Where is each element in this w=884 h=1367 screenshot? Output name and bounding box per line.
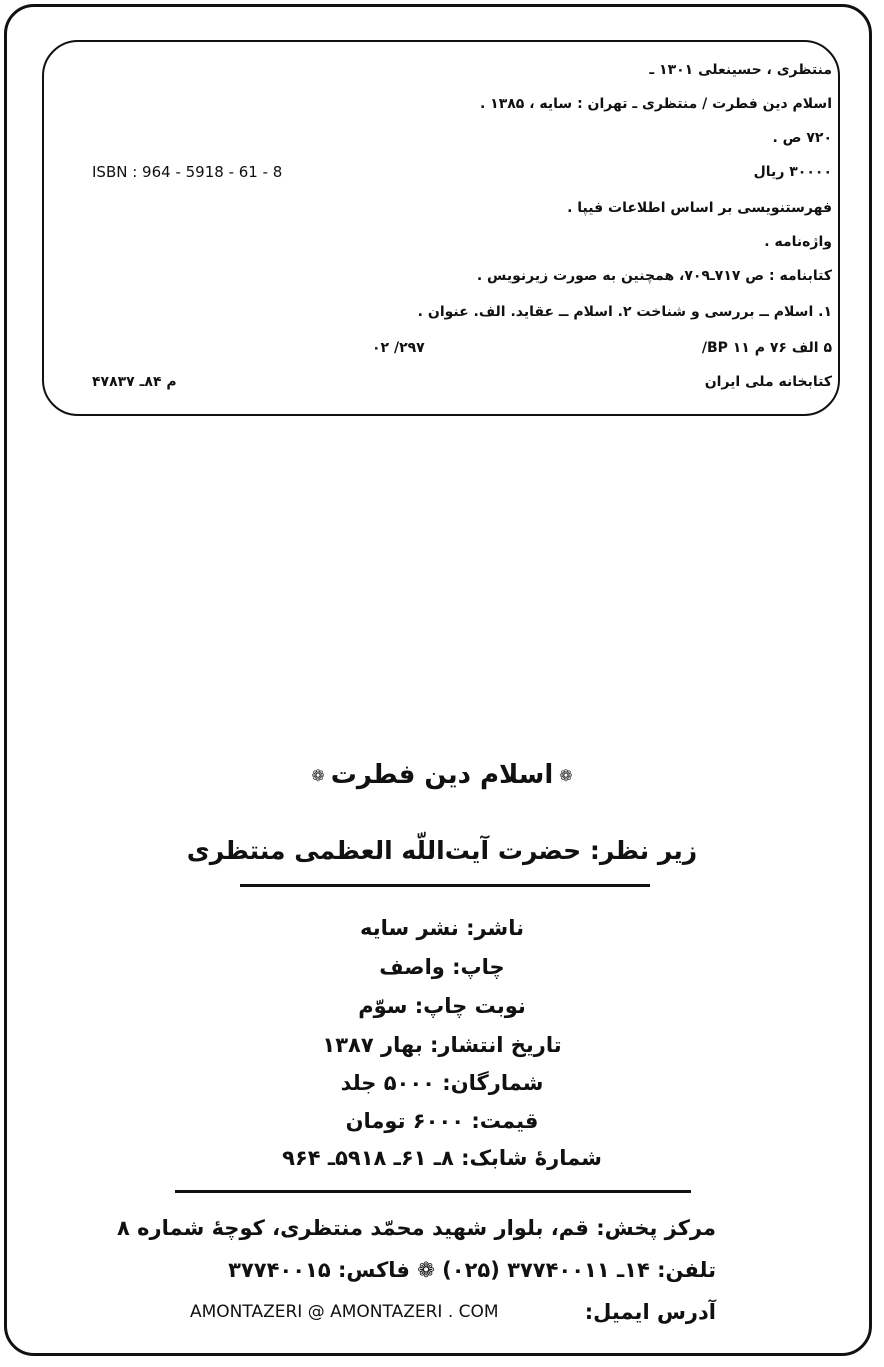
phone-fax: تلفن: ۱۴ـ ۳۷۷۴۰۰۱۱ (۰۲۵) ❁ فاکس: ۳۷۷۴۰۰۱۵ bbox=[228, 1258, 716, 1282]
cip-isbn: ISBN : 964 - 5918 - 61 - 8 bbox=[92, 163, 283, 181]
cip-title-line: اسلام دین فطرت / منتظری ـ تهران : سایه ، ۱۳۸۵ . bbox=[479, 96, 832, 112]
isbn: شمارهٔ شابک: ۸ـ ۶۱ـ ۵۹۱۸ـ ۹۶۴ bbox=[282, 1146, 602, 1170]
cip-glossary: واژه‌نامه . bbox=[764, 234, 832, 250]
book-title-text: اسلام دین فطرت bbox=[330, 760, 554, 790]
cip-dewey: ۲۹۷/ ۰۲ bbox=[372, 340, 425, 356]
supervisor: زیر نظر: حضرت آیت‌اللّه العظمی منتظری bbox=[186, 836, 698, 865]
publication-date: تاریخ انتشار: بهار ۱۳۸۷ bbox=[322, 1033, 562, 1057]
cip-library: کتابخانه ملی ایران bbox=[704, 374, 832, 390]
edition: نوبت چاپ: سوّم bbox=[358, 994, 526, 1018]
ornament-left-icon: ❁ bbox=[311, 766, 325, 785]
cip-library-number: م ۸۴ـ ۴۷۸۳۷ bbox=[92, 374, 177, 390]
cip-author: منتظری ، حسینعلی ۱۳۰۱ ـ bbox=[649, 62, 832, 78]
email-address: AMONTAZERI @ AMONTAZERI . COM bbox=[190, 1302, 499, 1322]
email-label: آدرس ایمیل: bbox=[584, 1300, 716, 1324]
cip-classification: ۵ الف ۷۶ م BP ۱۱/ bbox=[701, 340, 832, 356]
price: قیمت: ۶۰۰۰ تومان bbox=[345, 1109, 539, 1133]
printer: چاپ: واصف bbox=[379, 955, 505, 979]
distribution-center: مرکز پخش: قم، بلوار شهید محمّد منتظری، کوچهٔ شماره ۸ bbox=[117, 1216, 716, 1240]
cip-bibliography: کتابنامه : ص ۷۱۷ـ۷۰۹، همچنین به صورت زیرنویس . bbox=[476, 268, 832, 284]
book-title bbox=[0, 760, 884, 790]
ornament-right-icon: ❁ bbox=[559, 766, 573, 785]
divider-bottom bbox=[175, 1190, 691, 1193]
copies: شمارگان: ۵۰۰۰ جلد bbox=[340, 1071, 544, 1095]
cip-price: ۳۰۰۰۰ ریال bbox=[753, 164, 832, 180]
divider-top bbox=[240, 884, 650, 887]
cip-pages: ۷۲۰ ص . bbox=[772, 130, 832, 146]
cip-fipa: فهرستنویسی بر اساس اطلاعات فیپا . bbox=[567, 200, 832, 216]
publisher: ناشر: نشر سایه bbox=[360, 916, 524, 940]
cip-subjects: ۱. اسلام ــ بررسی و شناخت ۲. اسلام ــ عقاید. الف. عنوان . bbox=[417, 304, 832, 320]
